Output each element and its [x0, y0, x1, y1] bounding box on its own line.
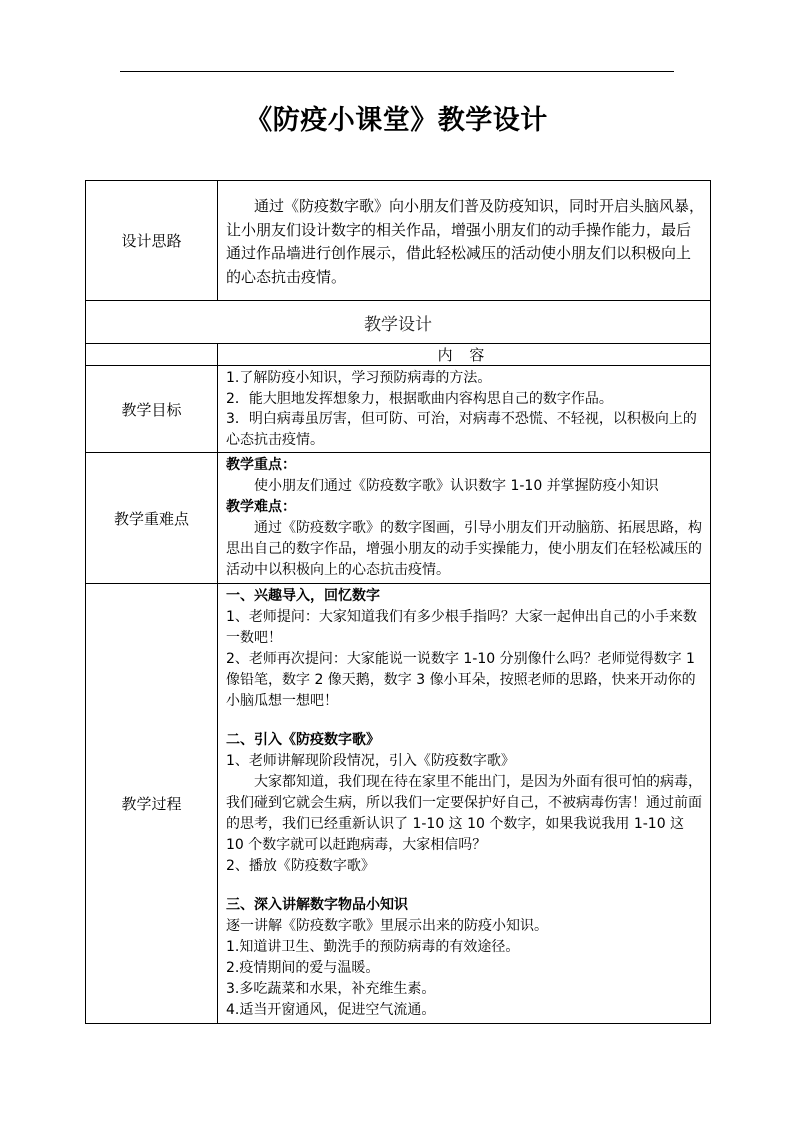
header-rule [120, 71, 674, 72]
process-label: 教学过程 [86, 584, 218, 1024]
part3-title: 三、深入讲解数字物品小知识 [226, 897, 408, 913]
part1-paragraph: 2、老师再次提问：大家能说一说数字 1-10 分别像什么吗？老师觉得数字 1 像铅笔，数字 2 像天鹅，数字 3 像小耳朵，按照老师的思路，快来开动你的小脑瓜想一想吧！ [226, 651, 696, 709]
focus-title: 教学重点： [226, 457, 296, 473]
part3-item: 3.多吃蔬菜和水果，补充维生素。 [226, 981, 436, 997]
spacer [226, 877, 704, 895]
difficulty-text: 通过《防疫数字歌》的数字图画，引导小朋友们开动脑筋、拓展思路，构思出自己的数字作品，增强小朋友的动手实操能力，使小朋友们在轻松减压的活动中以积极向上的心态抗击疫情。 [226, 520, 702, 578]
focus-text: 使小朋友们通过《防疫数字歌》认识数字 1-10 并掌握防疫小知识 [254, 478, 659, 494]
goal-item: 3．明白病毒虽厉害，但可防、可治，对病毒不恐慌、不轻视，以积极向上的心态抗击疫情。 [226, 411, 697, 448]
goal-item: 2．能大胆地发挥想象力，根据歌曲内容构思自己的数字作品。 [226, 390, 613, 407]
part2-paragraph: 1、老师讲解现阶段情况，引入《防疫数字歌》 [226, 753, 515, 769]
section-header: 教学设计 [86, 301, 711, 344]
goals-row [86, 366, 711, 453]
goals-cell [218, 366, 711, 453]
section-header-row [86, 301, 711, 344]
key-points-cell [218, 453, 711, 584]
goal-item: 1.了解防疫小知识，学习预防病毒的方法。 [226, 370, 492, 386]
process-row [86, 584, 711, 1024]
part1-title: 一、兴趣导入，回忆数字 [226, 588, 380, 604]
part2-title: 二、引入《防疫数字歌》 [226, 732, 380, 748]
content-header: 内 容 [218, 344, 711, 366]
difficulty-title: 教学难点： [226, 499, 296, 515]
design-thinking-text: 通过《防疫数字歌》向小朋友们普及防疫知识，同时开启头脑风暴，让小朋友们设计数字的相关作品，增强小朋友们的动手操作能力，最后通过作品墙进行创作展示，借此轻松减压的活动使小朋友们以积极向上的心态抗击疫情。 [226, 197, 705, 286]
spacer [226, 712, 704, 730]
design-thinking-label: 设计思路 [86, 181, 218, 301]
part2-paragraph: 2、播放《防疫数字歌》 [226, 858, 375, 874]
key-points-row [86, 453, 711, 584]
part3-item: 2.疫情期间的爱与温暖。 [226, 960, 380, 976]
key-points-label: 教学重难点 [86, 453, 218, 584]
part2-paragraph: 大家都知道，我们现在待在家里不能出门，是因为外面有很可怕的病毒，我们碰到它就会生病，所以我们一定要保护好自己，不被病毒伤害！通过前面的思考，我们已经重新认识了 1-10 这 10 个数字，如果我说我用 1-10 这 10 个数字就可以赶跑病毒，大家相信吗？ [226, 774, 702, 853]
part3-item: 4.适当开窗通风，促进空气流通。 [226, 1002, 436, 1018]
design-thinking-row [86, 181, 711, 301]
part1-paragraph: 1、老师提问：大家知道我们有多少根手指吗？大家一起伸出自己的小手来数一数吧！ [226, 609, 697, 646]
goals-label: 教学目标 [86, 366, 218, 453]
content-header-row [86, 344, 711, 366]
design-thinking-cell [218, 181, 711, 301]
part3-item: 1.知道讲卫生、勤洗手的预防病毒的有效途径。 [226, 939, 520, 955]
process-cell [218, 584, 711, 1024]
content-header-blank [86, 344, 218, 366]
lesson-plan-table [85, 180, 711, 1024]
document-title: 《防疫小课堂》教学设计 [245, 105, 548, 136]
part3-paragraph: 逐一讲解《防疫数字歌》里展示出来的防疫小知识。 [226, 918, 548, 934]
